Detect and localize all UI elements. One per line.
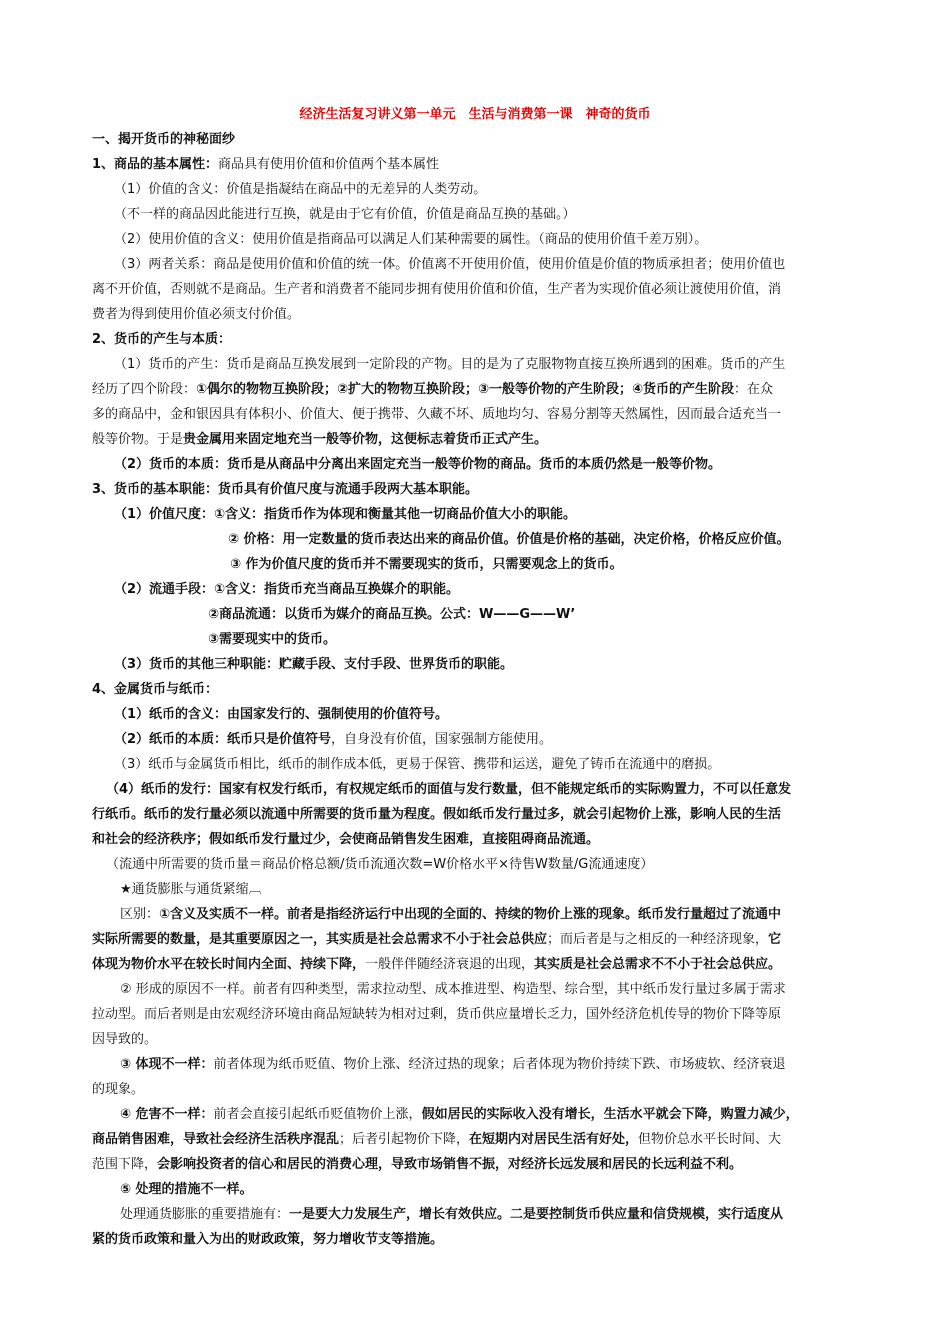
bold-text-segment: ③ 体现不一样： bbox=[120, 1057, 214, 1072]
text-segment: 拉动型。而后者则是由宏观经济环境由商品短缺转为相对过剩，货币供应量增长乏力，国外经济危机传导的物价下降等原 bbox=[92, 1007, 782, 1022]
text-segment: 处理通货膨胀的重要措施有： bbox=[120, 1207, 290, 1222]
bold-text-segment: 实际所需要的数量，是其重要原因之一，其实质是社会总需求不小于社会总供应 bbox=[92, 932, 548, 947]
text-line bbox=[114, 452, 862, 477]
text-segment: ；而后者是与之相反的一种经济现象， bbox=[547, 932, 769, 947]
bold-text-segment: 一是要大力发展生产，增长有效供应。二是要控制货币供应量和信贷规模，实行适度从 bbox=[289, 1207, 784, 1222]
bold-text-segment: 2、货币的产生与本质： bbox=[92, 332, 232, 347]
text-line bbox=[120, 1052, 862, 1077]
text-line bbox=[114, 177, 862, 202]
text-line bbox=[120, 1102, 862, 1127]
bold-text-segment: ③ 作为价值尺度的货币并不需要现实的货币，只需要观念上的货币。 bbox=[230, 557, 623, 572]
text-line bbox=[92, 152, 862, 177]
text-line bbox=[92, 1027, 862, 1052]
text-segment: ；后者引起物价下降， bbox=[339, 1132, 470, 1147]
bold-text-segment: ② 价格：用一定数量的货币表达出来的商品价值。价值是价格的基础，决定价格，价格反应价值。 bbox=[228, 532, 790, 547]
text-line bbox=[92, 127, 862, 152]
text-segment: （流通中所需要的货币量＝商品价格总额/货币流通次数=W价格水平×待售W数量/G流通速度） bbox=[106, 857, 654, 872]
text-line bbox=[114, 352, 862, 377]
text-line bbox=[92, 402, 862, 427]
text-segment: 经历了四个阶段： bbox=[92, 382, 197, 397]
text-line bbox=[92, 827, 862, 852]
text-line bbox=[92, 1002, 862, 1027]
bold-text-segment: 在短期内对居民生活有好处， bbox=[469, 1132, 639, 1147]
text-segment: （不一样的商品因此能进行互换，就是由于它有价值，价值是商品互换的基础。） bbox=[114, 207, 576, 222]
text-segment: 商品具有使用价值和价值两个基本属性 bbox=[218, 157, 440, 172]
bold-text-segment: 体现为物价水平在较长时间内全面、持续下降， bbox=[92, 957, 366, 972]
text-segment: 多的商品中，金和银因具有体积小、价值大、便于携带、久藏不坏、质地均匀、容易分割等天然属性，因而最合适充当一 bbox=[92, 407, 782, 422]
text-line bbox=[92, 927, 862, 952]
bold-text-segment: 紧的货币政策和量入为出的财政政策，努力增收节支等措施。 bbox=[92, 1232, 444, 1247]
bold-text-segment: 3、货币的基本职能：货币具有价值尺度与流通手段两大基本职能。 bbox=[92, 482, 479, 497]
text-line bbox=[114, 252, 862, 277]
text-line bbox=[228, 527, 862, 552]
bold-text-segment: ③需要现实中的货币。 bbox=[208, 632, 337, 647]
bold-text-segment: （2）货币的本质：货币是从商品中分离出来固定充当一般等价物的商品。货币的本质仍然是一般等价物。 bbox=[114, 457, 722, 472]
bold-text-segment: （4）纸币的发行：国家有权发行纸币，有权规定纸币的面值与发行数量，但不能规定纸币的实际购置力，不可以任意发 bbox=[106, 782, 792, 797]
text-line bbox=[120, 1177, 862, 1202]
text-line bbox=[92, 1077, 862, 1102]
text-segment: 前者体现为纸币贬值、物价上涨、经济过热的现象；后者体现为物价持续下跌、市场疲软、经济衰退 bbox=[213, 1057, 786, 1072]
bold-text-segment: 行纸币。纸币的发行量必须以流通中所需要的货币量为程度。假如纸币发行量过多，就会引起物价上涨，影响人民的生活 bbox=[92, 807, 782, 822]
text-line bbox=[92, 802, 862, 827]
text-segment: 的现象。 bbox=[92, 1082, 145, 1097]
bold-text-segment: 一、揭开货币的神秘面纱 bbox=[92, 132, 236, 147]
bold-text-segment: ②商品流通：以货币为媒介的商品互换。公式：W——G——W’ bbox=[208, 607, 576, 622]
text-line bbox=[92, 302, 862, 327]
text-line bbox=[114, 727, 862, 752]
document-title: 经济生活复习讲义第一单元 生活与消费第一课 神奇的货币 bbox=[299, 107, 651, 122]
text-segment: 因导致的。 bbox=[92, 1032, 158, 1047]
text-line bbox=[114, 577, 862, 602]
bold-text-segment: ④ 危害不一样： bbox=[120, 1107, 214, 1122]
text-segment: 但物价总水平长时间、大 bbox=[638, 1132, 782, 1147]
text-line bbox=[92, 377, 862, 402]
bold-text-segment: 1、商品的基本属性： bbox=[92, 157, 219, 172]
text-segment: 一般伴伴随经济衰退的出现， bbox=[365, 957, 535, 972]
text-line bbox=[120, 902, 862, 927]
text-segment: 范围下降， bbox=[92, 1157, 158, 1172]
text-line bbox=[92, 427, 862, 452]
text-line bbox=[92, 677, 862, 702]
bold-text-segment: 和社会的经济秩序；假如纸币发行量过少，会使商品销售发生困难，直接阻碍商品流通。 bbox=[92, 832, 600, 847]
text-line bbox=[92, 277, 862, 302]
text-line bbox=[92, 1227, 862, 1252]
bold-text-segment: 会影响投资者的信心和居民的消费心理，导致市场销售不振，对经济长远发展和居民的长远利益不利。 bbox=[157, 1157, 743, 1172]
text-line bbox=[120, 877, 862, 902]
text-segment: 般等价物。于是 bbox=[92, 432, 184, 447]
bold-text-segment: 它 bbox=[768, 932, 782, 947]
text-line bbox=[114, 202, 862, 227]
bold-text-segment: （3）货币的其他三种职能：贮藏手段、支付手段、世界货币的职能。 bbox=[114, 657, 514, 672]
text-segment: ：在众 bbox=[734, 382, 774, 397]
text-line bbox=[120, 977, 862, 1002]
bold-text-segment: （2）纸币的本质：纸币只是价值符号 bbox=[114, 732, 332, 747]
text-segment: （2）使用价值的含义：使用价值是指商品可以满足人们某种需要的属性。（商品的使用价值千差万别）。 bbox=[114, 232, 708, 247]
text-segment: （3）两者关系：商品是使用价值和价值的统一体。价值离不开使用价值，使用价值是价值的物质承担者；使用价值也 bbox=[114, 257, 786, 272]
text-line bbox=[92, 952, 862, 977]
text-segment: ，自身没有价值，国家强制方能使用。 bbox=[331, 732, 553, 747]
bold-text-segment: 假如居民的实际收入没有增长，生活水平就会下降，购置力减少， bbox=[421, 1107, 799, 1122]
text-line bbox=[92, 477, 862, 502]
bold-text-segment: ⑤ 处理的措施不一样。 bbox=[120, 1182, 253, 1197]
text-segment: 费者为得到使用价值必须支付价值。 bbox=[92, 307, 301, 322]
bold-text-segment: 贵金属用来固定地充当一般等价物，这便标志着货币正式产生。 bbox=[183, 432, 548, 447]
text-segment: 区别： bbox=[120, 907, 160, 922]
text-line bbox=[114, 702, 862, 727]
text-line bbox=[92, 1127, 862, 1152]
text-line bbox=[92, 327, 862, 352]
bold-text-segment: 4、金属货币与纸币： bbox=[92, 682, 219, 697]
text-segment: （3）纸币与金属货币相比，纸币的制作成本低，更易于保管、携带和运送，避免了铸币在流通中的磨损。 bbox=[114, 757, 721, 772]
text-segment: （1）价值的含义：价值是指凝结在商品中的无差异的人类劳动。 bbox=[114, 182, 487, 197]
text-line bbox=[114, 652, 862, 677]
text-line bbox=[92, 1152, 862, 1177]
text-segment: ★通货膨胀与通货紧缩︹ bbox=[120, 882, 262, 897]
text-line bbox=[114, 752, 862, 777]
bold-text-segment: 商品销售困难，导致社会经济生活秩序混乱 bbox=[92, 1132, 340, 1147]
bold-text-segment: （1）纸币的含义：由国家发行的、强制使用的价值符号。 bbox=[114, 707, 449, 722]
text-line bbox=[106, 777, 862, 802]
bold-text-segment: ①含义及实质不一样。前者是指经济运行中出现的全面的、持续的物价上涨的现象。纸币发行量超过了流通中 bbox=[159, 907, 782, 922]
text-line bbox=[120, 1202, 862, 1227]
bold-text-segment: （1）价值尺度：①含义：指货币作为体现和衡量其他一切商品价值大小的职能。 bbox=[114, 507, 577, 522]
bold-text-segment: （2）流通手段：①含义：指货币充当商品互换媒介的职能。 bbox=[114, 582, 460, 597]
text-line bbox=[208, 627, 862, 652]
text-line bbox=[114, 227, 862, 252]
text-line bbox=[114, 502, 862, 527]
text-line bbox=[230, 552, 862, 577]
text-segment: ② 形成的原因不一样。前者有四种类型，需求拉动型、成本推进型、构造型、综合型，其中纸币发行量过多属于需求 bbox=[120, 982, 786, 997]
bold-text-segment: ①偶尔的物物互换阶段；②扩大的物物互换阶段；③一般等价物的产生阶段；④货币的产生阶段 bbox=[196, 382, 735, 397]
text-segment: 离不开价值，否则就不是商品。生产者和消费者不能同步拥有使用价值和价值，生产者为实现价值必须让渡使用价值，消 bbox=[92, 282, 782, 297]
text-line bbox=[208, 602, 862, 627]
text-segment: （1）货币的产生：货币是商品互换发展到一定阶段的产物。目的是为了克服物物直接互换所遇到的困难。货币的产生 bbox=[114, 357, 786, 372]
bold-text-segment: 其实质是社会总需求不不小于社会总供应。 bbox=[534, 957, 782, 972]
text-segment: 前者会直接引起纸币贬值物价上涨， bbox=[213, 1107, 422, 1122]
text-line bbox=[106, 852, 862, 877]
